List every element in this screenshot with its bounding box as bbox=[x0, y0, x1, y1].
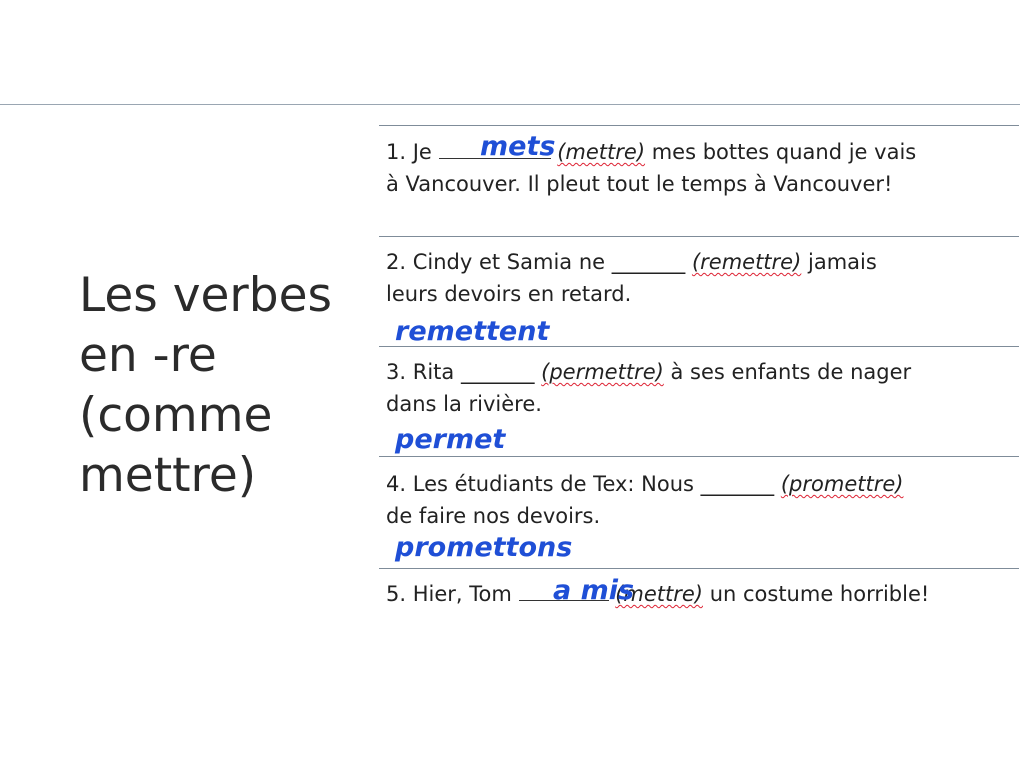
verb-hint: (mettre) bbox=[615, 582, 703, 606]
exercise-text: Cindy et Samia ne bbox=[412, 250, 606, 274]
slide-title: Les verbes en -re (comme mettre) bbox=[79, 268, 332, 503]
exercise-4 bbox=[386, 468, 1016, 532]
answer-2: remettent bbox=[395, 316, 550, 347]
exercise-5 bbox=[386, 575, 1016, 610]
exercise-3 bbox=[386, 356, 1016, 420]
exercise-text: Rita bbox=[412, 360, 455, 384]
blank-text: _______ bbox=[611, 250, 686, 274]
exercise-number: 2. bbox=[386, 250, 407, 274]
row-divider bbox=[379, 456, 1019, 457]
top-divider bbox=[0, 104, 1020, 105]
exercise-text: dans la rivière. bbox=[386, 392, 542, 416]
blank-text: _______ bbox=[700, 472, 775, 496]
exercise-text: Je bbox=[412, 140, 432, 164]
exercise-number: 4. bbox=[386, 472, 407, 496]
verb-hint: (mettre) bbox=[557, 140, 646, 164]
verb-hint: (remettre) bbox=[691, 250, 802, 274]
exercise-text: de faire nos devoirs. bbox=[386, 504, 601, 528]
exercise-number: 1. bbox=[386, 140, 407, 164]
exercise-number: 5. bbox=[386, 582, 407, 606]
exercise-text: Les étudiants de Tex: Nous bbox=[412, 472, 694, 496]
answer-4: promettons bbox=[395, 532, 573, 563]
verb-hint: (permettre) bbox=[541, 360, 664, 384]
answer-3: permet bbox=[395, 424, 506, 455]
blank-text: _______ bbox=[460, 360, 535, 384]
row-divider bbox=[379, 568, 1019, 569]
exercise-number: 3. bbox=[386, 360, 407, 384]
exercise-text: jamais bbox=[807, 250, 877, 274]
exercise-text: mes bottes quand je vais bbox=[651, 140, 917, 164]
answer-1: mets bbox=[480, 131, 556, 162]
exercise-text: à ses enfants de nager bbox=[670, 360, 912, 384]
exercise-2 bbox=[386, 246, 1016, 310]
row-divider bbox=[379, 236, 1019, 237]
exercise-text: à Vancouver. Il pleut tout le temps à Vancouver! bbox=[386, 172, 893, 196]
exercise-text: un costume horrible! bbox=[709, 582, 930, 606]
answer-5: a mis bbox=[553, 575, 635, 606]
verb-hint: (promettre) bbox=[780, 472, 904, 496]
row-divider bbox=[379, 125, 1019, 126]
exercise-text: Hier, Tom bbox=[412, 582, 512, 606]
exercise-text: leurs devoirs en retard. bbox=[386, 282, 632, 306]
